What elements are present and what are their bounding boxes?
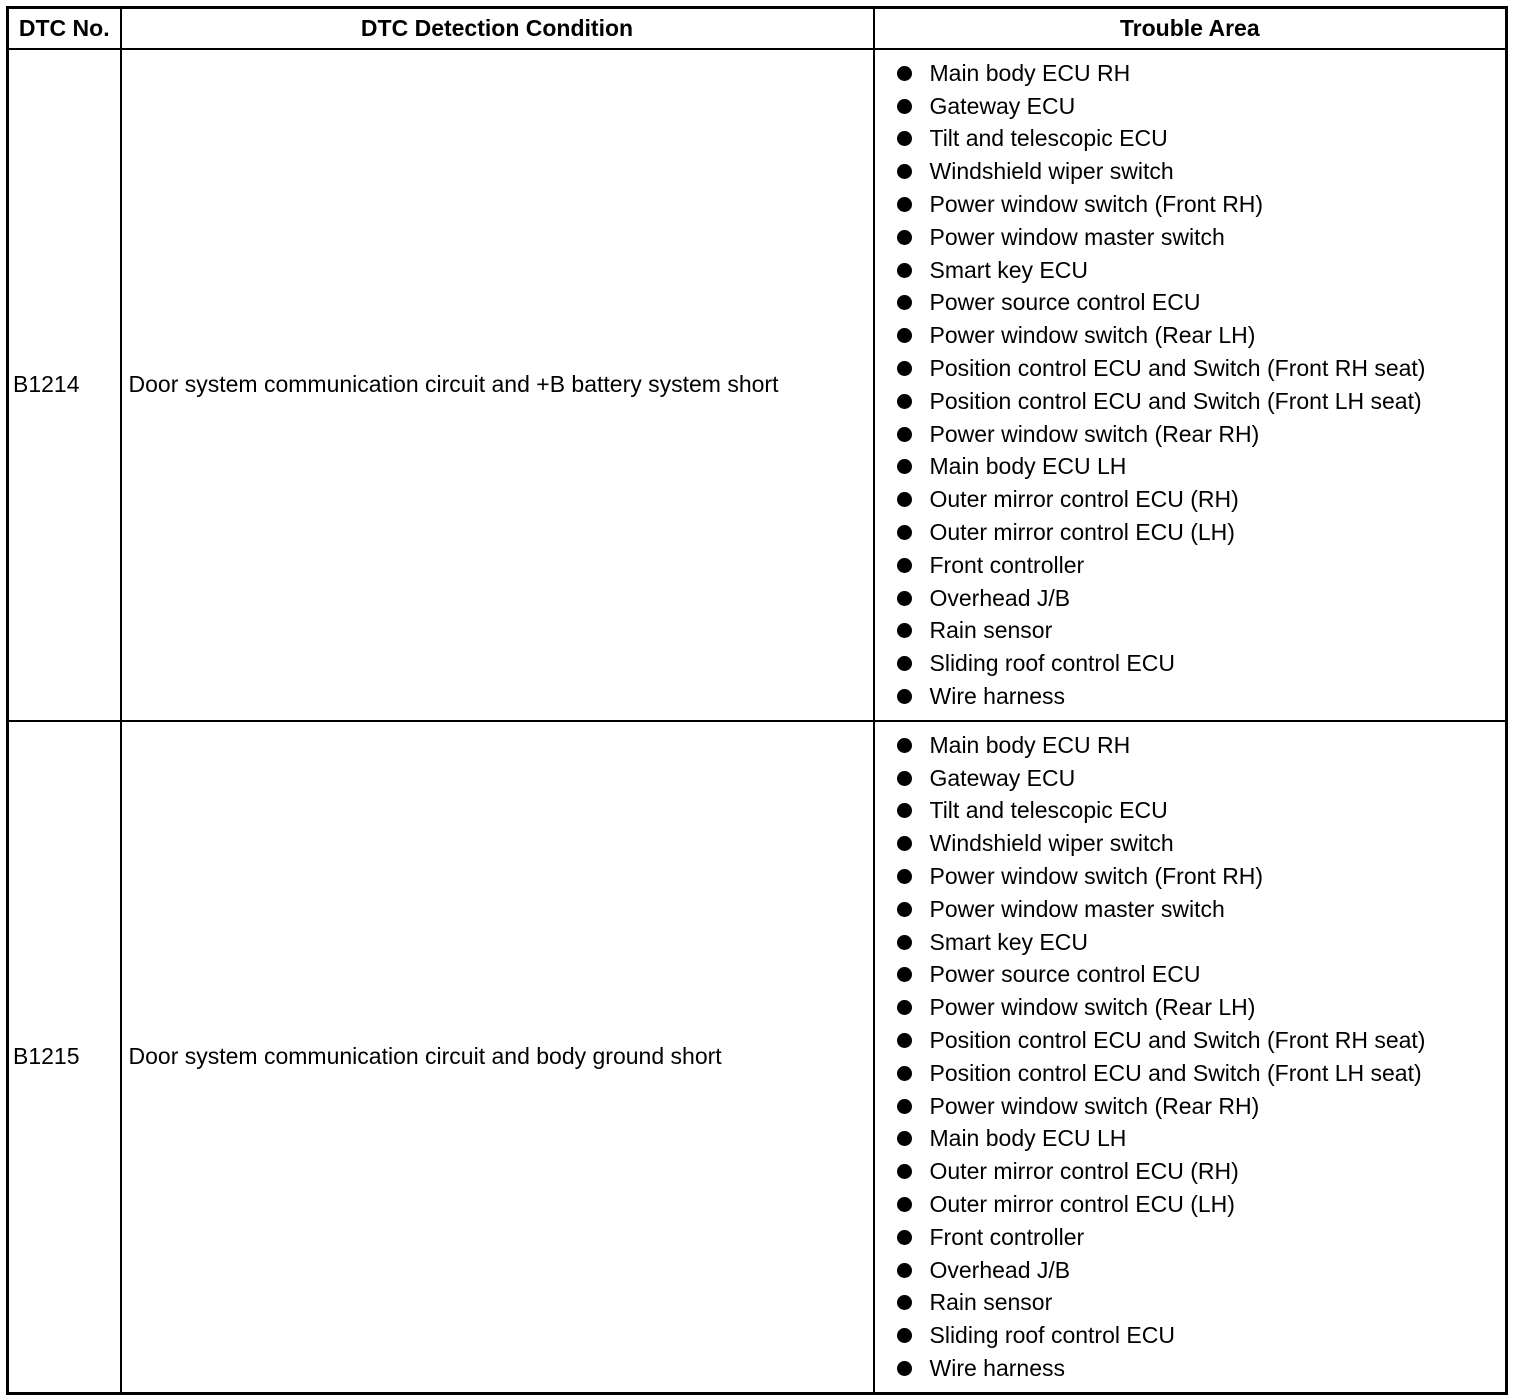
- trouble-area-label: Position control ECU and Switch (Front LH seat): [929, 1059, 1422, 1086]
- trouble-area-label: Main body ECU RH: [929, 59, 1131, 86]
- bullet-icon: [897, 525, 912, 540]
- list-item: [897, 1286, 1506, 1319]
- list-item: [897, 1024, 1506, 1057]
- bullet-icon: [897, 197, 912, 212]
- list-item: [897, 1352, 1506, 1385]
- bullet-icon: [897, 66, 912, 81]
- trouble-area-label: Rain sensor: [929, 617, 1053, 644]
- bullet-icon: [897, 492, 912, 507]
- list-item: [897, 418, 1506, 451]
- trouble-area-cell: [874, 49, 1507, 721]
- list-item: [897, 221, 1506, 254]
- list-item: [897, 254, 1506, 287]
- trouble-area-cell: [874, 721, 1507, 1393]
- list-item: [897, 287, 1506, 320]
- trouble-area-label: Power window master switch: [929, 223, 1225, 250]
- trouble-area-list: [897, 729, 1506, 1385]
- dtc-code: B1215: [8, 721, 121, 1393]
- trouble-area-label: Power window master switch: [929, 895, 1225, 922]
- trouble-area-label: Position control ECU and Switch (Front RH seat): [929, 355, 1426, 382]
- list-item: [897, 123, 1506, 156]
- trouble-area-label: Front controller: [929, 1223, 1085, 1250]
- bullet-icon: [897, 328, 912, 343]
- list-item: [897, 451, 1506, 484]
- trouble-area-label: Power source control ECU: [929, 961, 1201, 988]
- list-item: [897, 729, 1506, 762]
- trouble-area-label: Power window switch (Front RH): [929, 863, 1264, 890]
- list-item: [897, 893, 1506, 926]
- bullet-icon: [897, 361, 912, 376]
- bullet-icon: [897, 1295, 912, 1310]
- bullet-icon: [897, 803, 912, 818]
- trouble-area-label: Rain sensor: [929, 1289, 1053, 1316]
- header-dtc-no: DTC No.: [8, 8, 121, 50]
- bullet-icon: [897, 1197, 912, 1212]
- bullet-icon: [897, 1263, 912, 1278]
- bullet-icon: [897, 164, 912, 179]
- bullet-icon: [897, 1164, 912, 1179]
- list-item: [897, 762, 1506, 795]
- bullet-icon: [897, 230, 912, 245]
- bullet-icon: [897, 99, 912, 114]
- header-condition: DTC Detection Condition: [121, 8, 874, 50]
- trouble-area-label: Power window switch (Rear LH): [929, 322, 1256, 349]
- bullet-icon: [897, 1099, 912, 1114]
- trouble-area-label: Outer mirror control ECU (RH): [929, 1158, 1239, 1185]
- bullet-icon: [897, 869, 912, 884]
- trouble-area-label: Sliding roof control ECU: [929, 650, 1175, 677]
- trouble-area-label: Smart key ECU: [929, 928, 1088, 955]
- list-item: [897, 90, 1506, 123]
- bullet-icon: [897, 935, 912, 950]
- list-item: [897, 795, 1506, 828]
- trouble-area-label: Outer mirror control ECU (LH): [929, 1190, 1235, 1217]
- trouble-area-list: [897, 57, 1506, 713]
- trouble-area-label: Overhead J/B: [929, 584, 1071, 611]
- trouble-area-label: Gateway ECU: [929, 92, 1076, 119]
- list-item: [897, 549, 1506, 582]
- list-item: [897, 385, 1506, 418]
- bullet-icon: [897, 738, 912, 753]
- dtc-code: B1214: [8, 49, 121, 721]
- trouble-area-label: Windshield wiper switch: [929, 830, 1174, 857]
- list-item: [897, 1090, 1506, 1123]
- list-item: [897, 615, 1506, 648]
- list-item: [897, 188, 1506, 221]
- trouble-area-label: Tilt and telescopic ECU: [929, 125, 1168, 152]
- bullet-icon: [897, 558, 912, 573]
- list-item: [897, 647, 1506, 680]
- bullet-icon: [897, 1328, 912, 1343]
- bullet-icon: [897, 1000, 912, 1015]
- bullet-icon: [897, 427, 912, 442]
- list-item: [897, 352, 1506, 385]
- bullet-icon: [897, 394, 912, 409]
- list-item: [897, 516, 1506, 549]
- list-item: [897, 1057, 1506, 1090]
- list-item: [897, 1221, 1506, 1254]
- detection-condition: Door system communication circuit and +B battery system short: [121, 49, 874, 721]
- list-item: [897, 926, 1506, 959]
- trouble-area-label: Outer mirror control ECU (LH): [929, 519, 1235, 546]
- trouble-area-label: Windshield wiper switch: [929, 158, 1174, 185]
- header-row: [8, 8, 1507, 50]
- trouble-area-label: Front controller: [929, 551, 1085, 578]
- list-item: [897, 1188, 1506, 1221]
- bullet-icon: [897, 1033, 912, 1048]
- bullet-icon: [897, 656, 912, 671]
- trouble-area-label: Position control ECU and Switch (Front LH seat): [929, 387, 1422, 414]
- bullet-icon: [897, 1230, 912, 1245]
- list-item: [897, 959, 1506, 992]
- trouble-area-label: Main body ECU RH: [929, 731, 1131, 758]
- trouble-area-label: Power window switch (Front RH): [929, 191, 1264, 218]
- list-item: [897, 57, 1506, 90]
- trouble-area-label: Power window switch (Rear LH): [929, 994, 1256, 1021]
- list-item: [897, 860, 1506, 893]
- bullet-icon: [897, 459, 912, 474]
- table-row: [8, 49, 1507, 721]
- bullet-icon: [897, 1361, 912, 1376]
- bullet-icon: [897, 1066, 912, 1081]
- trouble-area-label: Smart key ECU: [929, 256, 1088, 283]
- list-item: [897, 680, 1506, 713]
- list-item: [897, 319, 1506, 352]
- trouble-area-label: Main body ECU LH: [929, 453, 1127, 480]
- list-item: [897, 1319, 1506, 1352]
- list-item: [897, 827, 1506, 860]
- trouble-area-label: Main body ECU LH: [929, 1125, 1127, 1152]
- trouble-area-label: Overhead J/B: [929, 1256, 1071, 1283]
- bullet-icon: [897, 771, 912, 786]
- trouble-area-label: Outer mirror control ECU (RH): [929, 486, 1239, 513]
- header-trouble-area: Trouble Area: [874, 8, 1507, 50]
- list-item: [897, 1254, 1506, 1287]
- list-item: [897, 483, 1506, 516]
- trouble-area-label: Position control ECU and Switch (Front RH seat): [929, 1027, 1426, 1053]
- dtc-table: [6, 6, 1508, 1395]
- bullet-icon: [897, 295, 912, 310]
- trouble-area-label: Wire harness: [929, 683, 1065, 710]
- trouble-area-label: Power window switch (Rear RH): [929, 420, 1260, 447]
- trouble-area-label: Wire harness: [929, 1354, 1065, 1381]
- trouble-area-label: Tilt and telescopic ECU: [929, 797, 1168, 824]
- list-item: [897, 1155, 1506, 1188]
- bullet-icon: [897, 591, 912, 606]
- table-row: [8, 721, 1507, 1393]
- list-item: [897, 1123, 1506, 1156]
- trouble-area-label: Power source control ECU: [929, 289, 1201, 316]
- trouble-area-label: Sliding roof control ECU: [929, 1322, 1175, 1349]
- bullet-icon: [897, 623, 912, 638]
- trouble-area-label: Power window switch (Rear RH): [929, 1092, 1260, 1119]
- trouble-area-label: Gateway ECU: [929, 764, 1076, 791]
- detection-condition: Door system communication circuit and body ground short: [121, 721, 874, 1393]
- bullet-icon: [897, 836, 912, 851]
- bullet-icon: [897, 689, 912, 704]
- list-item: [897, 991, 1506, 1024]
- bullet-icon: [897, 131, 912, 146]
- bullet-icon: [897, 1131, 912, 1146]
- bullet-icon: [897, 263, 912, 278]
- bullet-icon: [897, 902, 912, 917]
- list-item: [897, 582, 1506, 615]
- bullet-icon: [897, 967, 912, 982]
- list-item: [897, 155, 1506, 188]
